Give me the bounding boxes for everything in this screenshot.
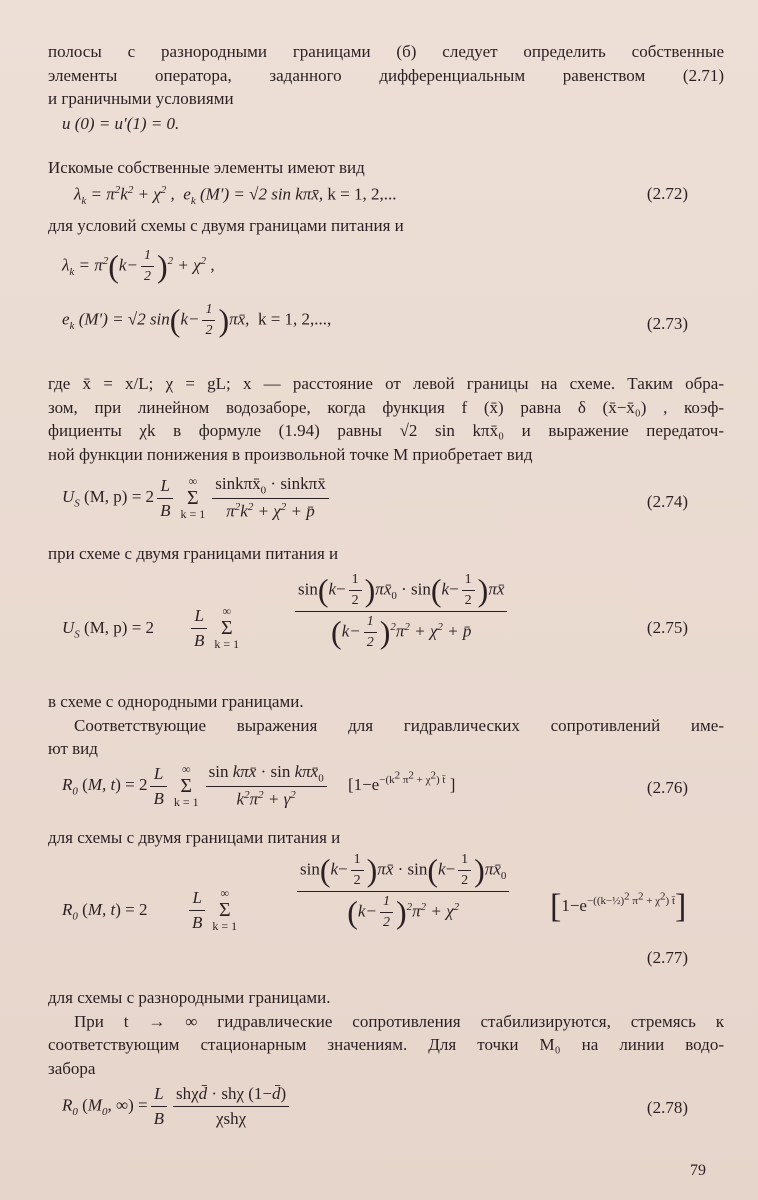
equation-number: (2.78) bbox=[646, 1098, 688, 1117]
equation-2-73: $e_k$ (M′) = √2 sin(k− $\frac{1}{2}$ )πx̄, k = 1, 2,..., (2.73) bbox=[62, 302, 688, 338]
paragraph-two-boundaries bbox=[48, 214, 724, 238]
equation-number: (2.76) bbox=[646, 778, 688, 797]
text-line: элементы оператора, заданного дифференциальным равенством (2.71) bbox=[48, 65, 724, 85]
equation-lambda-k: $\lambda_k = \pi^2(k-$ $\frac{1}{2}$ )$^2 + \chi^2$ , bbox=[62, 248, 215, 284]
boundary-conditions: u (0) = u′(1) = 0. bbox=[62, 114, 180, 133]
text-line: соответствующим стационарным значениям. Для точки M₀ на линии водо- bbox=[48, 1035, 724, 1054]
equation-number: (2.74) bbox=[646, 492, 688, 511]
text-line: полосы с разнородными границами (б) следует определить собственные bbox=[48, 42, 724, 61]
text-line: для схемы с двумя границами питания и bbox=[48, 828, 341, 847]
paragraph-eigen bbox=[48, 156, 724, 180]
equation-2-76: $R_0$ (M, t) = 2 $\frac{L}{B}$ ∞ Σ k = 1 $\frac{\sin k\pi x̄ \cdot \sin k\pi x̄_0}{k^2\pi^2 + \gamma^2}$ [$1-e^{-(k^2 \pi^2 + \chi^2) t̄}$ ] (2.76) bbox=[62, 762, 688, 810]
text-line: При t → ∞ гидравлические сопротивления стабилизируются, стремясь к bbox=[74, 1011, 724, 1031]
paragraph-heterogeneous bbox=[48, 986, 724, 1080]
page-number: 79 bbox=[690, 1162, 706, 1179]
text-line: в схеме с однородными границами. bbox=[48, 692, 304, 711]
equation-number: (2.72) bbox=[646, 184, 688, 203]
text-line: ют вид bbox=[48, 739, 98, 758]
text-line: для условий схемы с двумя границами питания и bbox=[48, 216, 404, 235]
equation-number: (2.75) bbox=[646, 618, 688, 637]
text-line: Искомые собственные элементы имеют вид bbox=[48, 158, 365, 177]
text-line: где x̄ = x/L; χ = gL; x — расстояние от левой границы на схеме. Таким обра- bbox=[48, 374, 724, 393]
equation-2-77: $R_0$ (M, t) = 2 $\frac{L}{B}$ ∞ Σ k = 1 sin(k− $\frac{1}{2}$ )πx̄ · sin(k− $\frac{1}{2}$ )$\pi x̄_0$ (k− $\frac{1}{2}$ )$^2\pi^2 + \chi^2$ $[1-e^{-((k-\frac{1}{2})^2 \pi^2 + \chi^2) t̄}]$ (2.77) bbox=[62, 852, 688, 967]
equation-2-72: $\lambda_k = \pi^2k^2 + \chi^2$ , $e_k$ (M′) = √2 sin kπx̄, k = 1, 2,... (2.72) bbox=[74, 184, 688, 208]
equation-number: (2.73) bbox=[646, 314, 688, 333]
text-line: и граничными условиями bbox=[48, 89, 234, 108]
paragraph-homogeneous bbox=[48, 690, 724, 761]
paragraph-intro bbox=[48, 40, 724, 111]
text-line: зом, при линейном водозаборе, когда функция f (x̄) равна δ (x̄−x̄₀) , коэф- bbox=[48, 397, 724, 417]
equation-number: (2.77) bbox=[646, 948, 688, 967]
text-line: Соответствующие выражения для гидравлических сопротивлений име- bbox=[74, 715, 724, 735]
text-line: при схеме с двумя границами питания и bbox=[48, 544, 339, 563]
equation-2-74: $U_S$ (M, p) = 2 $\frac{L}{B}$ ∞ Σ k = 1 $\frac{\sin k\pi x̄_0 \cdot \sin k\pi x̄}{\pi^2k^2 + \chi^2 + p̄}$ (2.74) bbox=[62, 474, 688, 522]
equation-2-78: $R_0$ ($M_0$, ∞) = $\frac{L}{B}$ $\frac{\text{shχd̄ · shχ (1−d̄)}}{\text{χshχ}}$ (2.78) bbox=[62, 1084, 688, 1128]
paragraph-two-boundaries-3 bbox=[48, 826, 724, 850]
text-line: ной функции понижения в произвольной точке M приобретает вид bbox=[48, 444, 533, 464]
equation-2-75: $U_S$ (M, p) = 2 $\frac{L}{B}$ ∞ Σ k = 1 sin(k− $\frac{1}{2}$ )$\pi x̄_0 \cdot \sin(k-$ $\frac{1}{2}$ )πx̄ (k− $\frac{1}{2}$ )$^2\pi^2 + \chi^2$ + p̄ (2.75) bbox=[62, 572, 688, 651]
paragraph-definitions bbox=[48, 372, 724, 466]
text-line: забора bbox=[48, 1058, 96, 1078]
text-line: фициенты χk в формуле (1.94) равны √2 sin kπx̄₀ и выражение передаточ- bbox=[48, 421, 724, 440]
paragraph-two-boundaries-2 bbox=[48, 542, 724, 566]
text-line: для схемы с разнородными границами. bbox=[48, 988, 331, 1007]
